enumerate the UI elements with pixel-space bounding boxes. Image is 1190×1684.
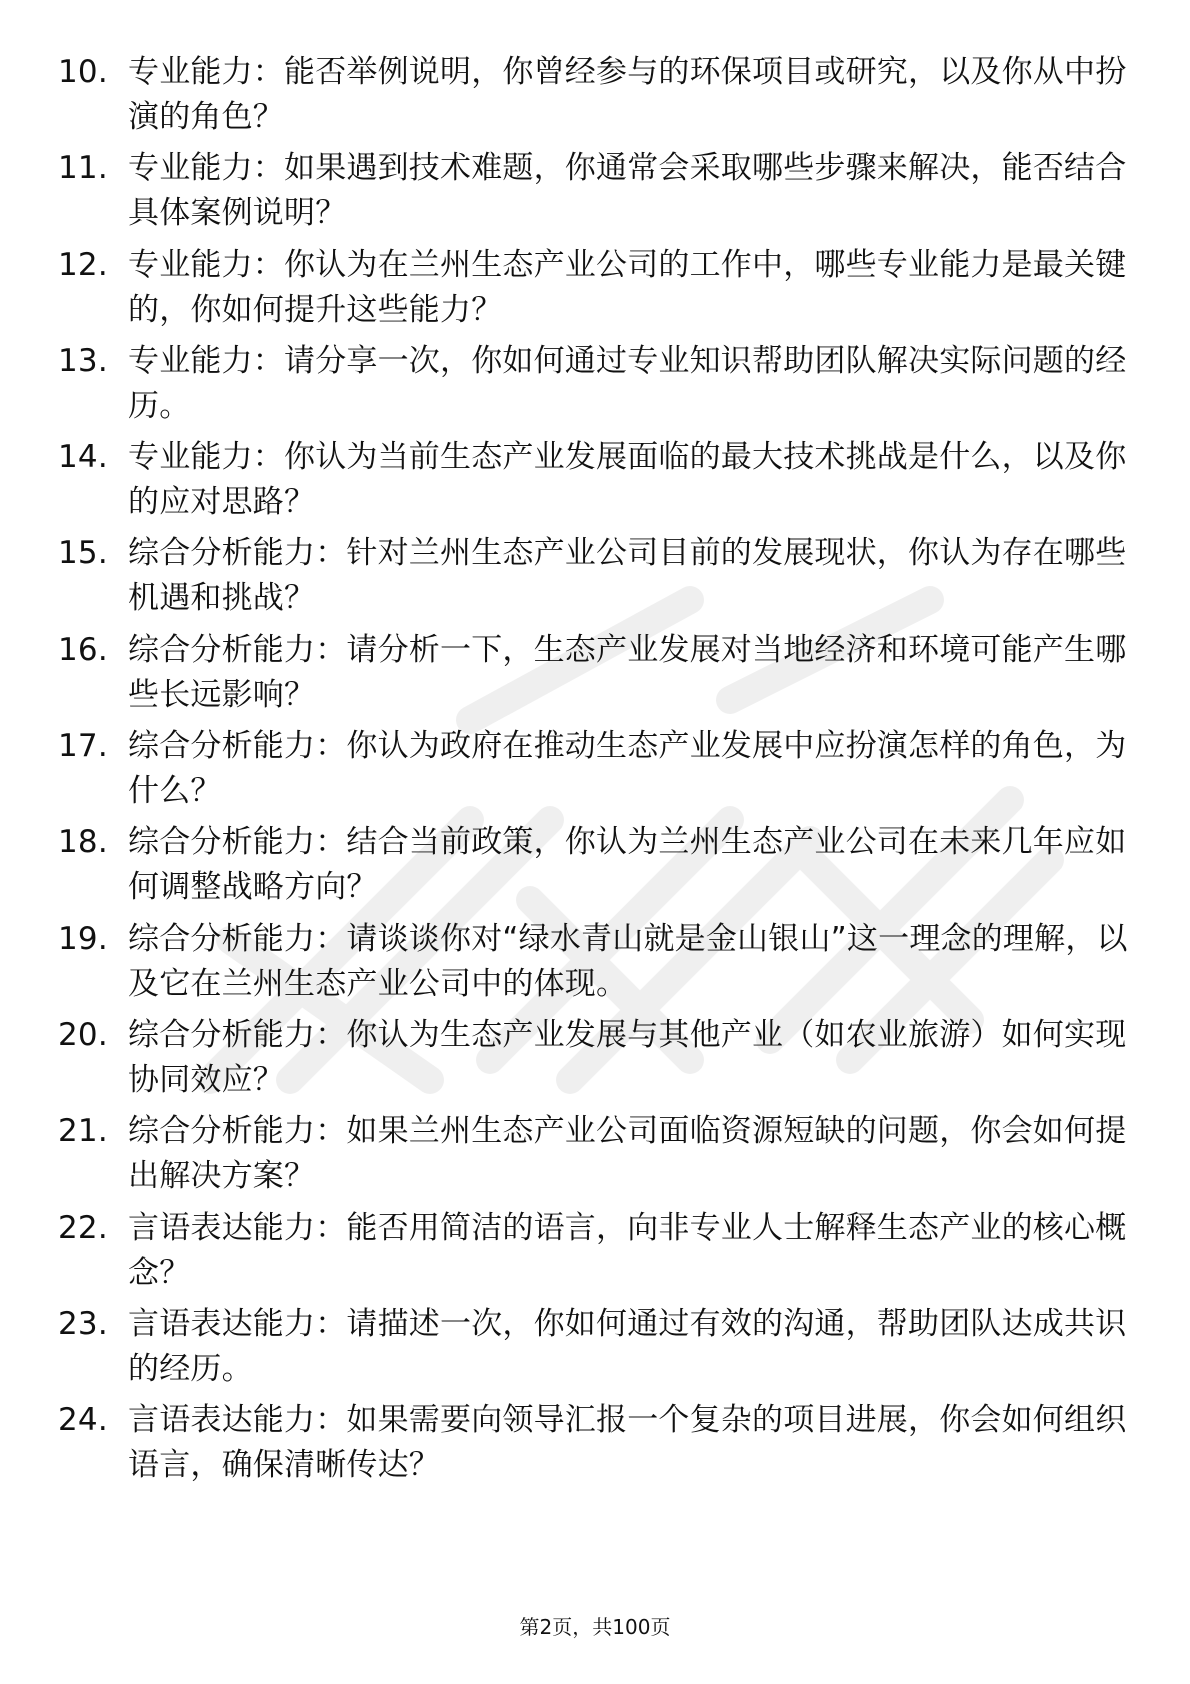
item-number: 23.: [58, 1305, 108, 1342]
item-text: 综合分析能力：如果兰州生态产业公司面临资源短缺的问题，你会如何提出解决方案？: [128, 1113, 1127, 1195]
list-item: [58, 724, 1128, 816]
item-text: 专业能力：如果遇到技术难题，你通常会采取哪些步骤来解决，能否结合具体案例说明？: [128, 150, 1127, 232]
item-number: 14.: [58, 439, 108, 476]
item-text: 综合分析能力：你认为生态产业发展与其他产业（如农业旅游）如何实现协同效应？: [128, 1016, 1127, 1098]
list-item: [58, 1302, 1128, 1394]
item-text: 专业能力：你认为当前生态产业发展面临的最大技术挑战是什么，以及你的应对思路？: [128, 439, 1127, 521]
item-number: 13.: [58, 342, 108, 379]
item-number: 15.: [58, 535, 108, 572]
item-text: 专业能力：你认为在兰州生态产业公司的工作中，哪些专业能力是最关键的，你如何提升这些能力？: [128, 246, 1127, 328]
item-number: 16.: [58, 631, 108, 668]
item-text: 专业能力：请分享一次，你如何通过专业知识帮助团队解决实际问题的经历。: [128, 342, 1127, 424]
list-item: [58, 1398, 1128, 1490]
list-item: [58, 435, 1128, 527]
list-item: [58, 339, 1128, 431]
page-number-label: 第2页，共100页: [519, 1615, 671, 1639]
item-number: 24.: [58, 1402, 108, 1439]
item-number: 22.: [58, 1209, 108, 1246]
item-number: 21.: [58, 1113, 108, 1150]
list-item: [58, 917, 1128, 1009]
list-item: [58, 1109, 1128, 1201]
item-text: 综合分析能力：请谈谈你对“绿水青山就是金山银山”这一理念的理解，以及它在兰州生态产业公司中的体现。: [128, 920, 1128, 1002]
item-number: 19.: [58, 920, 108, 957]
list-item: [58, 820, 1128, 912]
list-item: [58, 146, 1128, 238]
question-list: [58, 50, 1128, 1494]
list-item: [58, 243, 1128, 335]
item-text: 言语表达能力：请描述一次，你如何通过有效的沟通，帮助团队达成共识的经历。: [128, 1305, 1127, 1387]
page-footer: [0, 1611, 1190, 1640]
item-text: 综合分析能力：针对兰州生态产业公司目前的发展现状，你认为存在哪些机遇和挑战？: [128, 535, 1127, 617]
list-item: [58, 1013, 1128, 1105]
item-text: 综合分析能力：你认为政府在推动生态产业发展中应扮演怎样的角色，为什么？: [128, 728, 1127, 810]
item-number: 10.: [58, 54, 108, 90]
item-text: 综合分析能力：请分析一下，生态产业发展对当地经济和环境可能产生哪些长远影响？: [128, 631, 1127, 713]
list-item: [58, 50, 1128, 142]
item-text: 专业能力：能否举例说明，你曾经参与的环保项目或研究，以及你从中扮演的角色？: [128, 54, 1127, 135]
item-text: 言语表达能力：能否用简洁的语言，向非专业人士解释生态产业的核心概念？: [128, 1209, 1127, 1291]
item-number: 17.: [58, 728, 108, 765]
item-text: 综合分析能力：结合当前政策，你认为兰州生态产业公司在未来几年应如何调整战略方向？: [128, 824, 1127, 906]
item-number: 11.: [58, 150, 108, 187]
item-number: 18.: [58, 824, 108, 861]
list-item: [58, 1206, 1128, 1298]
list-item: [58, 628, 1128, 720]
item-number: 12.: [58, 246, 108, 283]
list-item: [58, 531, 1128, 623]
item-number: 20.: [58, 1016, 108, 1053]
item-text: 言语表达能力：如果需要向领导汇报一个复杂的项目进展，你会如何组织语言，确保清晰传达？: [128, 1402, 1127, 1484]
